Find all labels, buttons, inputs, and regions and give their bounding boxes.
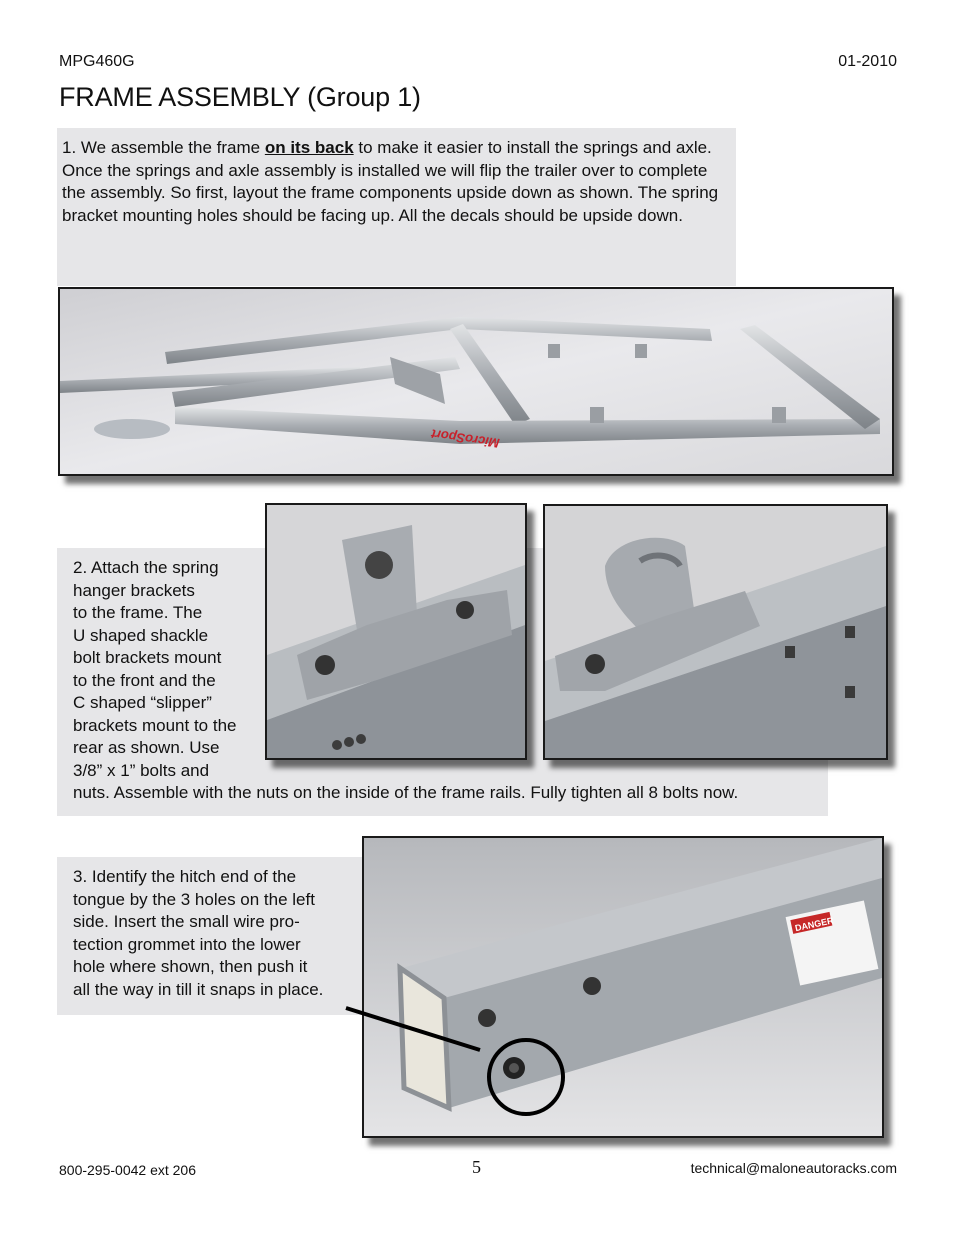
step-1-emphasis: on its back [264, 138, 354, 157]
page-number: 5 [472, 1157, 481, 1177]
tongue-hitch-photo [362, 836, 884, 1138]
step-3-line: all the way in till it snaps in place. [73, 979, 324, 999]
step-2-line: rear as shown. Use [73, 738, 220, 757]
step-3-line: tongue by the 3 holes on the left [73, 889, 315, 909]
step-2-line: brackets mount to the [73, 715, 237, 735]
revision-date: 01-2010 [838, 53, 897, 70]
step-3-line: side. Insert the small wire pro- [73, 912, 300, 931]
footer-email[interactable]: technical@maloneautoracks.com [690, 1160, 897, 1176]
step-2-line: to the frame. The [73, 603, 203, 622]
step-1-text [62, 137, 727, 227]
frame-layout-photo [58, 287, 894, 476]
model-number: MPG460G [59, 53, 135, 70]
danger-label-text: DANGER [794, 915, 835, 934]
step-3-text [73, 866, 358, 1001]
step-2-line: 3/8” x 1” bolts and [73, 760, 210, 780]
step-2-line: hanger brackets [73, 580, 195, 600]
callout-line [330, 1000, 490, 1060]
step-1-text-end: to make it easier to install the springs and axle. Once the springs and axle assembly is installed we will flip the trailer over to complete the assembly. So first, layout the frame components upside down as shown. The spring bracket mounting holes should be facing up. All the decals should be upside down. [62, 138, 719, 225]
step-1-text-start: 1. We assemble the frame [62, 138, 265, 157]
slipper-bracket-photo [543, 504, 888, 760]
step-2-line: bolt brackets mount [73, 648, 222, 667]
footer-phone: 800-295-0042 ext 206 [59, 1162, 196, 1178]
step-2-text [73, 557, 263, 782]
page-title: FRAME ASSEMBLY (Group 1) [59, 82, 421, 112]
step-2-line: 2. Attach the spring [73, 558, 219, 577]
step-2-line: U shaped shackle [73, 625, 209, 645]
frame-decal-text: MicroSport [430, 426, 501, 451]
step-2-last-line: nuts. Assemble with the nuts on the inside of the frame rails. Fully tighten all 8 bolts now. [73, 783, 739, 802]
step-3-line: hole where shown, then push it [73, 957, 308, 976]
step-3-line: 3. Identify the hitch end of the [73, 867, 297, 886]
step-3-line: tection grommet into the lower [73, 934, 301, 954]
step-2-line: C shaped “slipper” [73, 693, 212, 712]
step-2-line: to the front and the [73, 670, 216, 690]
shackle-bracket-photo [265, 503, 527, 760]
